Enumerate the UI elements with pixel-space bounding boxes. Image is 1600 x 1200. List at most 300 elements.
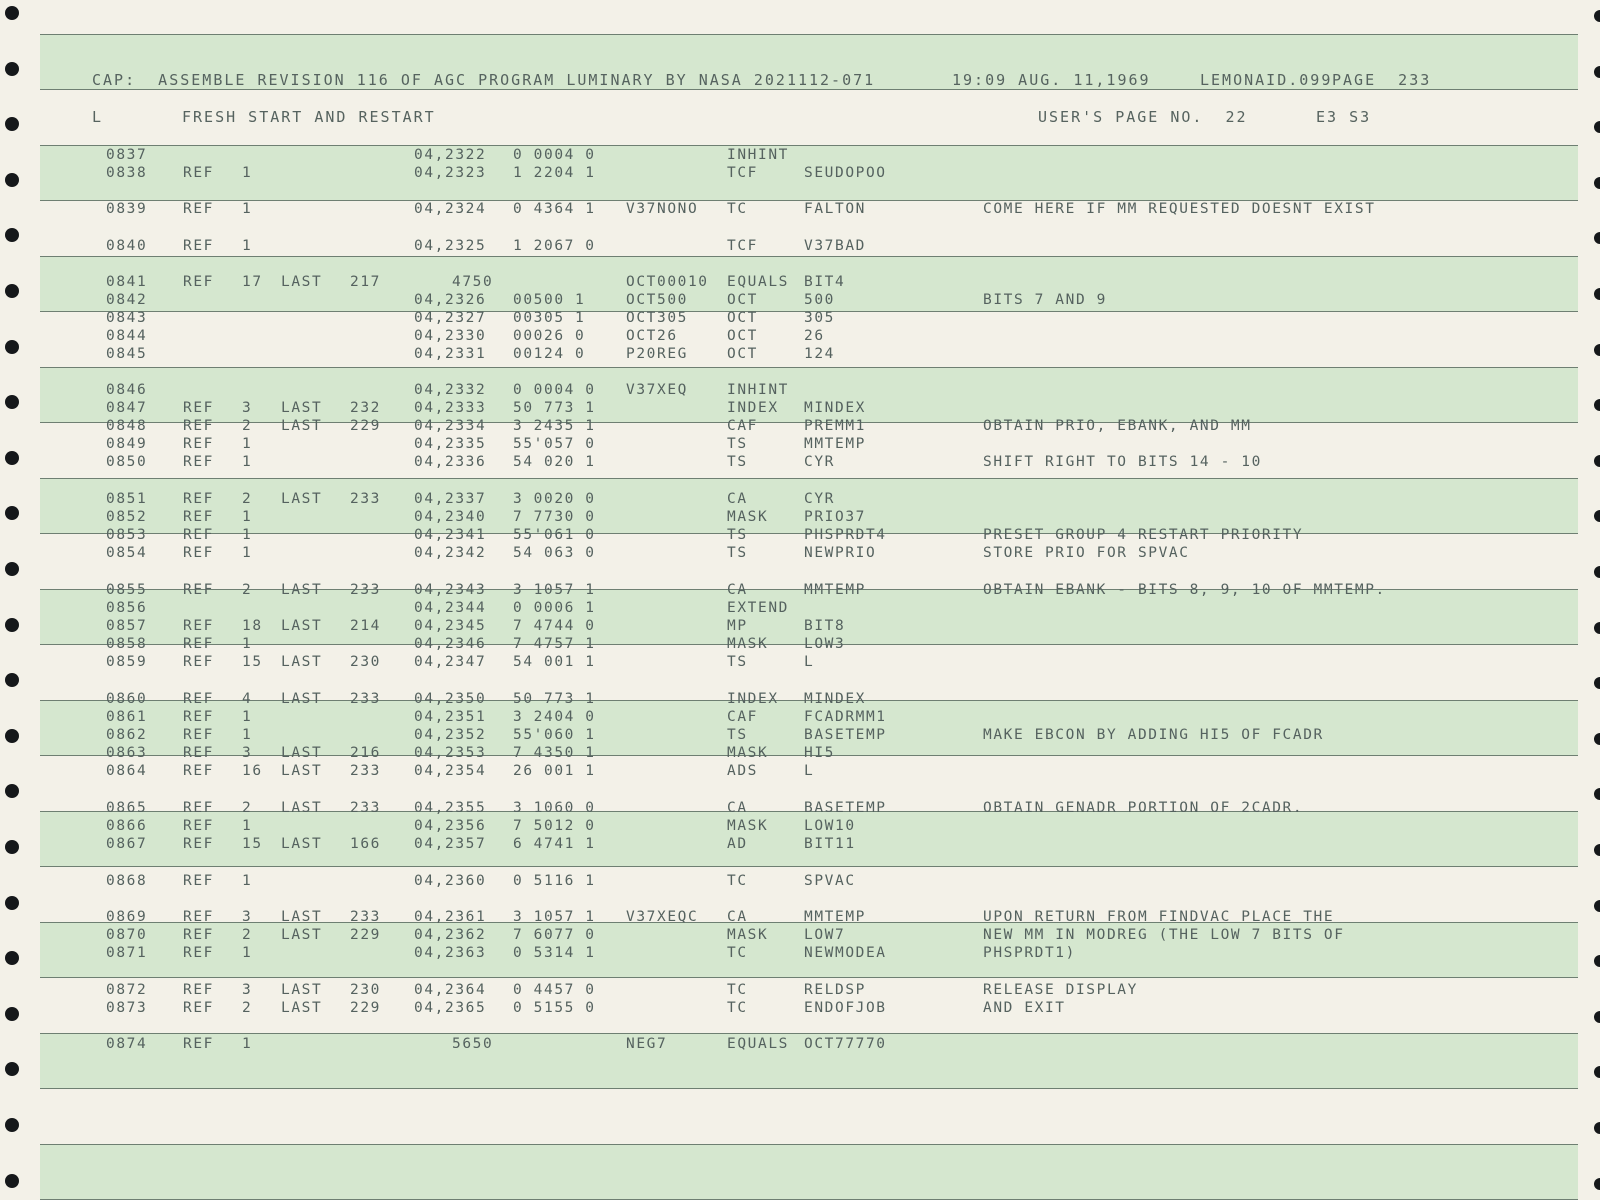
ref-keyword: REF xyxy=(183,745,214,761)
operand: BASETEMP xyxy=(804,727,887,743)
operand: CYR xyxy=(804,454,835,470)
last-page: 233 xyxy=(350,582,381,598)
address: 04,2337 xyxy=(414,491,487,507)
symbol-label: P20REG xyxy=(626,346,688,362)
operand: L xyxy=(804,763,815,779)
operand: NEWMODEA xyxy=(804,945,887,961)
opcode: MP xyxy=(727,618,748,634)
operand: PREMM1 xyxy=(804,418,866,434)
octal-word: 00500 1 xyxy=(513,292,586,308)
operand: SPVAC xyxy=(804,873,856,889)
users-page-number: USER'S PAGE NO. 22 xyxy=(1038,108,1248,126)
octal-word: 7 6077 0 xyxy=(513,927,596,943)
opcode: OCT xyxy=(727,292,758,308)
octal-word: 00124 0 xyxy=(513,346,586,362)
last-page: 233 xyxy=(350,800,381,816)
address: 04,2331 xyxy=(414,346,487,362)
opcode: OCT xyxy=(727,328,758,344)
feed-hole-icon xyxy=(1594,955,1600,967)
line-number: 0858 xyxy=(106,636,148,652)
last-keyword: LAST xyxy=(281,836,323,852)
ref-keyword: REF xyxy=(183,727,214,743)
octal-word: 55'057 0 xyxy=(513,436,596,452)
octal-word: 54 020 1 xyxy=(513,454,596,470)
feed-hole-icon xyxy=(5,340,19,354)
operand: PHSPRDT4 xyxy=(804,527,887,543)
octal-word: 00026 0 xyxy=(513,328,586,344)
feed-hole-icon xyxy=(5,117,19,131)
address: 04,2352 xyxy=(414,727,487,743)
feed-hole-icon xyxy=(5,6,19,20)
feed-hole-icon xyxy=(1594,844,1600,856)
opcode: TCF xyxy=(727,238,758,254)
octal-word: 3 2404 0 xyxy=(513,709,596,725)
address: 04,2336 xyxy=(414,454,487,470)
last-page: 217 xyxy=(350,274,381,290)
feed-hole-icon xyxy=(5,228,19,242)
ref-keyword: REF xyxy=(183,527,214,543)
opcode: OCT xyxy=(727,346,758,362)
ref-keyword: REF xyxy=(183,873,214,889)
ref-count: 15 xyxy=(242,654,263,670)
ref-count: 1 xyxy=(242,873,253,889)
ref-count: 2 xyxy=(242,418,253,434)
address: 04,2335 xyxy=(414,436,487,452)
last-page: 230 xyxy=(350,654,381,670)
octal-word: 3 2435 1 xyxy=(513,418,596,434)
line-number: 0860 xyxy=(106,691,148,707)
octal-word: 3 1057 1 xyxy=(513,582,596,598)
address: 04,2365 xyxy=(414,1000,487,1016)
operand: BIT4 xyxy=(804,274,846,290)
comment: BITS 7 AND 9 xyxy=(983,292,1107,308)
operand: LOW7 xyxy=(804,927,846,943)
ref-keyword: REF xyxy=(183,1036,214,1052)
address: 04,2330 xyxy=(414,328,487,344)
comment: OBTAIN EBANK - BITS 8, 9, 10 OF MMTEMP. xyxy=(983,582,1386,598)
ref-keyword: REF xyxy=(183,454,214,470)
ref-keyword: REF xyxy=(183,582,214,598)
octal-word: 54 001 1 xyxy=(513,654,596,670)
last-keyword: LAST xyxy=(281,909,323,925)
line-number: 0846 xyxy=(106,382,148,398)
ref-count: 1 xyxy=(242,727,253,743)
line-number: 0864 xyxy=(106,763,148,779)
operand: OCT77770 xyxy=(804,1036,887,1052)
opcode: TC xyxy=(727,982,748,998)
opcode: CAF xyxy=(727,709,758,725)
line-number: 0863 xyxy=(106,745,148,761)
operand: CYR xyxy=(804,491,835,507)
octal-word: 7 4350 1 xyxy=(513,745,596,761)
ref-count: 17 xyxy=(242,274,263,290)
opcode: INDEX xyxy=(727,691,779,707)
octal-word: 50 773 1 xyxy=(513,400,596,416)
address: 04,2361 xyxy=(414,909,487,925)
comment: STORE PRIO FOR SPVAC xyxy=(983,545,1190,561)
address: 04,2324 xyxy=(414,201,487,217)
line-number: 0853 xyxy=(106,527,148,543)
ref-keyword: REF xyxy=(183,800,214,816)
symbol-label: OCT26 xyxy=(626,328,678,344)
feed-hole-icon xyxy=(5,506,19,520)
address: 04,2322 xyxy=(414,147,487,163)
ref-keyword: REF xyxy=(183,491,214,507)
operand: PRIO37 xyxy=(804,509,866,525)
last-keyword: LAST xyxy=(281,691,323,707)
feed-hole-icon xyxy=(1594,733,1600,745)
feed-hole-icon xyxy=(1594,177,1600,189)
ref-count: 1 xyxy=(242,527,253,543)
symbol-label: OCT00010 xyxy=(626,274,709,290)
address: 04,2344 xyxy=(414,600,487,616)
line-number: 0841 xyxy=(106,274,148,290)
feed-hole-icon xyxy=(1594,121,1600,133)
ref-keyword: REF xyxy=(183,545,214,561)
ref-count: 2 xyxy=(242,582,253,598)
operand: BIT8 xyxy=(804,618,846,634)
comment: OBTAIN GENADR PORTION OF 2CADR. xyxy=(983,800,1304,816)
operand: 500 xyxy=(804,292,835,308)
feed-hole-icon xyxy=(1594,1066,1600,1078)
ref-keyword: REF xyxy=(183,418,214,434)
address: 04,2332 xyxy=(414,382,487,398)
opcode: MASK xyxy=(727,636,769,652)
operand: MMTEMP xyxy=(804,909,866,925)
line-number: 0843 xyxy=(106,310,148,326)
comment: SHIFT RIGHT TO BITS 14 - 10 xyxy=(983,454,1262,470)
address: 04,2362 xyxy=(414,927,487,943)
ref-count: 4 xyxy=(242,691,253,707)
comment: COME HERE IF MM REQUESTED DOESNT EXIST xyxy=(983,201,1376,217)
feed-hole-icon xyxy=(5,284,19,298)
operand: ENDOFJOB xyxy=(804,1000,887,1016)
ref-keyword: REF xyxy=(183,201,214,217)
address: 04,2334 xyxy=(414,418,487,434)
opcode: CA xyxy=(727,800,748,816)
line-number: 0839 xyxy=(106,201,148,217)
ref-keyword: REF xyxy=(183,165,214,181)
feed-hole-icon xyxy=(1594,399,1600,411)
octal-word: 3 1060 0 xyxy=(513,800,596,816)
operand: 124 xyxy=(804,346,835,362)
section-title: FRESH START AND RESTART xyxy=(182,108,436,126)
address: 04,2355 xyxy=(414,800,487,816)
line-number: 0842 xyxy=(106,292,148,308)
octal-word: 7 4757 1 xyxy=(513,636,596,652)
last-page: 166 xyxy=(350,836,381,852)
last-page: 233 xyxy=(350,909,381,925)
feed-hole-icon xyxy=(5,562,19,576)
last-keyword: LAST xyxy=(281,418,323,434)
ref-keyword: REF xyxy=(183,927,214,943)
ref-keyword: REF xyxy=(183,836,214,852)
last-page: 229 xyxy=(350,927,381,943)
feed-hole-icon xyxy=(5,451,19,465)
octal-word: 55'060 1 xyxy=(513,727,596,743)
line-number: 0851 xyxy=(106,491,148,507)
feed-hole-icon xyxy=(1594,288,1600,300)
line-number: 0845 xyxy=(106,346,148,362)
line-number: 0850 xyxy=(106,454,148,470)
last-page: 214 xyxy=(350,618,381,634)
opcode: TC xyxy=(727,1000,748,1016)
ref-count: 1 xyxy=(242,165,253,181)
last-keyword: LAST xyxy=(281,400,323,416)
feed-hole-icon xyxy=(5,729,19,743)
feed-hole-icon xyxy=(1594,1122,1600,1134)
operand: 305 xyxy=(804,310,835,326)
line-number: 0859 xyxy=(106,654,148,670)
symbol-label: V37NONO xyxy=(626,201,699,217)
opcode: CAF xyxy=(727,418,758,434)
opcode: TS xyxy=(727,654,748,670)
feed-hole-icon xyxy=(1594,677,1600,689)
feed-hole-icon xyxy=(5,784,19,798)
comment: PHSPRDT1) xyxy=(983,945,1076,961)
feed-hole-icon xyxy=(1594,1011,1600,1023)
opcode: EXTEND xyxy=(727,600,789,616)
ref-count: 1 xyxy=(242,636,253,652)
octal-word: 55'061 0 xyxy=(513,527,596,543)
ref-count: 1 xyxy=(242,1036,253,1052)
symbol-label: NEG7 xyxy=(626,1036,668,1052)
opcode: EQUALS xyxy=(727,274,789,290)
ref-count: 1 xyxy=(242,238,253,254)
ref-count: 1 xyxy=(242,454,253,470)
opcode: MASK xyxy=(727,818,769,834)
line-number: 0867 xyxy=(106,836,148,852)
ref-keyword: REF xyxy=(183,818,214,834)
last-keyword: LAST xyxy=(281,763,323,779)
octal-word: 26 001 1 xyxy=(513,763,596,779)
address: 04,2364 xyxy=(414,982,487,998)
octal-word: 0 0006 1 xyxy=(513,600,596,616)
comment: PRESET GROUP 4 RESTART PRIORITY xyxy=(983,527,1304,543)
last-keyword: LAST xyxy=(281,654,323,670)
opcode: TS xyxy=(727,436,748,452)
feed-hole-icon xyxy=(5,1118,19,1132)
last-page: 229 xyxy=(350,418,381,434)
line-number: 0847 xyxy=(106,400,148,416)
line-number: 0874 xyxy=(106,1036,148,1052)
comment: UPON RETURN FROM FINDVAC PLACE THE xyxy=(983,909,1335,925)
comment: OBTAIN PRIO, EBANK, AND MM xyxy=(983,418,1252,434)
ref-count: 3 xyxy=(242,982,253,998)
address: 04,2347 xyxy=(414,654,487,670)
opcode: CA xyxy=(727,582,748,598)
operand: HI5 xyxy=(804,745,835,761)
octal-word: 0 5116 1 xyxy=(513,873,596,889)
feed-hole-icon xyxy=(5,1174,19,1188)
feed-hole-icon xyxy=(5,840,19,854)
ref-count: 1 xyxy=(242,818,253,834)
last-page: 232 xyxy=(350,400,381,416)
ref-keyword: REF xyxy=(183,400,214,416)
line-number: 0849 xyxy=(106,436,148,452)
line-number: 0837 xyxy=(106,147,148,163)
octal-word: 7 4744 0 xyxy=(513,618,596,634)
address: 04,2354 xyxy=(414,763,487,779)
feed-hole-icon xyxy=(1594,1178,1600,1190)
line-number: 0857 xyxy=(106,618,148,634)
ref-count: 2 xyxy=(242,800,253,816)
symbol-label: OCT305 xyxy=(626,310,688,326)
feed-hole-icon xyxy=(5,173,19,187)
octal-word: 0 4364 1 xyxy=(513,201,596,217)
ref-count: 15 xyxy=(242,836,263,852)
line-number: 0869 xyxy=(106,909,148,925)
octal-word: 0 5314 1 xyxy=(513,945,596,961)
feed-hole-icon xyxy=(1594,566,1600,578)
line-number: 0862 xyxy=(106,727,148,743)
address: 04,2356 xyxy=(414,818,487,834)
opcode: MASK xyxy=(727,509,769,525)
last-page: 233 xyxy=(350,691,381,707)
line-number: 0854 xyxy=(106,545,148,561)
operand: MMTEMP xyxy=(804,582,866,598)
operand: FALTON xyxy=(804,201,866,217)
last-page: 233 xyxy=(350,763,381,779)
feed-hole-icon xyxy=(5,62,19,76)
ref-keyword: REF xyxy=(183,945,214,961)
line-number: 0873 xyxy=(106,1000,148,1016)
comment: NEW MM IN MODREG (THE LOW 7 BITS OF xyxy=(983,927,1345,943)
line-number: 0870 xyxy=(106,927,148,943)
operand: BIT11 xyxy=(804,836,856,852)
log-section-code: L xyxy=(92,108,104,126)
opcode: CA xyxy=(727,491,748,507)
address: 04,2363 xyxy=(414,945,487,961)
line-number: 0852 xyxy=(106,509,148,525)
opcode: TC xyxy=(727,873,748,889)
ref-count: 3 xyxy=(242,745,253,761)
opcode: TCF xyxy=(727,165,758,181)
feed-hole-icon xyxy=(1594,622,1600,634)
symbol-label: V37XEQC xyxy=(626,909,699,925)
feed-hole-icon xyxy=(1594,10,1600,22)
last-page: 233 xyxy=(350,491,381,507)
last-keyword: LAST xyxy=(281,800,323,816)
octal-word: 00305 1 xyxy=(513,310,586,326)
feed-hole-icon xyxy=(1594,788,1600,800)
line-number: 0861 xyxy=(106,709,148,725)
octal-word: 0 5155 0 xyxy=(513,1000,596,1016)
opcode: EQUALS xyxy=(727,1036,789,1052)
last-page: 216 xyxy=(350,745,381,761)
ref-keyword: REF xyxy=(183,763,214,779)
band-10 xyxy=(40,1144,1578,1200)
operand: MINDEX xyxy=(804,400,866,416)
feed-hole-icon xyxy=(1594,455,1600,467)
address: 04,2350 xyxy=(414,691,487,707)
octal-word: 1 2204 1 xyxy=(513,165,596,181)
octal-word: 54 063 0 xyxy=(513,545,596,561)
opcode: AD xyxy=(727,836,748,852)
last-keyword: LAST xyxy=(281,491,323,507)
ref-keyword: REF xyxy=(183,436,214,452)
line-number: 0871 xyxy=(106,945,148,961)
ref-count: 3 xyxy=(242,909,253,925)
address: 04,2325 xyxy=(414,238,487,254)
opcode: TS xyxy=(727,454,748,470)
address: 04,2333 xyxy=(414,400,487,416)
ref-count: 2 xyxy=(242,1000,253,1016)
operand: FCADRMM1 xyxy=(804,709,887,725)
assembly-title: CAP: ASSEMBLE REVISION 116 OF AGC PROGRAM LUMINARY BY NASA 2021112-071 xyxy=(92,71,876,89)
address: 04,2323 xyxy=(414,165,487,181)
last-page: 230 xyxy=(350,982,381,998)
ref-count: 2 xyxy=(242,491,253,507)
operand: NEWPRIO xyxy=(804,545,877,561)
address: 04,2357 xyxy=(414,836,487,852)
opcode: TC xyxy=(727,945,748,961)
address: 04,2341 xyxy=(414,527,487,543)
address: 04,2360 xyxy=(414,873,487,889)
address: 04,2327 xyxy=(414,310,487,326)
operand: L xyxy=(804,654,815,670)
ref-count: 2 xyxy=(242,927,253,943)
feed-hole-icon xyxy=(5,1062,19,1076)
ref-keyword: REF xyxy=(183,654,214,670)
opcode: INDEX xyxy=(727,400,779,416)
ref-keyword: REF xyxy=(183,509,214,525)
address: 04,2351 xyxy=(414,709,487,725)
feed-hole-icon xyxy=(5,673,19,687)
opcode: CA xyxy=(727,909,748,925)
ref-count: 3 xyxy=(242,400,253,416)
ref-count: 1 xyxy=(242,436,253,452)
ref-count: 1 xyxy=(242,201,253,217)
line-number: 0865 xyxy=(106,800,148,816)
ref-count: 1 xyxy=(242,709,253,725)
last-keyword: LAST xyxy=(281,982,323,998)
opcode: MASK xyxy=(727,927,769,943)
lemonaid-version: LEMONAID.099 xyxy=(1200,71,1333,89)
line-number: 0866 xyxy=(106,818,148,834)
opcode: INHINT xyxy=(727,382,789,398)
feed-hole-icon xyxy=(1594,344,1600,356)
octal-word: 0 0004 0 xyxy=(513,147,596,163)
bank-code: E3 S3 xyxy=(1316,108,1372,126)
last-keyword: LAST xyxy=(281,582,323,598)
ref-keyword: REF xyxy=(183,982,214,998)
octal-word: 3 0020 0 xyxy=(513,491,596,507)
opcode: TS xyxy=(727,545,748,561)
feed-hole-icon xyxy=(1594,66,1600,78)
octal-word: 0 4457 0 xyxy=(513,982,596,998)
address: 04,2342 xyxy=(414,545,487,561)
feed-hole-icon xyxy=(5,896,19,910)
address: 04,2326 xyxy=(414,292,487,308)
line-number: 0855 xyxy=(106,582,148,598)
ref-keyword: REF xyxy=(183,691,214,707)
address: 4750 xyxy=(452,274,494,290)
address: 04,2340 xyxy=(414,509,487,525)
ref-count: 16 xyxy=(242,763,263,779)
operand: MINDEX xyxy=(804,691,866,707)
feed-hole-icon xyxy=(1594,232,1600,244)
last-keyword: LAST xyxy=(281,1000,323,1016)
comment: MAKE EBCON BY ADDING HI5 OF FCADR xyxy=(983,727,1324,743)
line-number: 0840 xyxy=(106,238,148,254)
ref-keyword: REF xyxy=(183,274,214,290)
feed-hole-icon xyxy=(5,951,19,965)
page-number: PAGE 233 xyxy=(1332,71,1432,89)
octal-word: 1 2067 0 xyxy=(513,238,596,254)
opcode: INHINT xyxy=(727,147,789,163)
octal-word: 7 7730 0 xyxy=(513,509,596,525)
